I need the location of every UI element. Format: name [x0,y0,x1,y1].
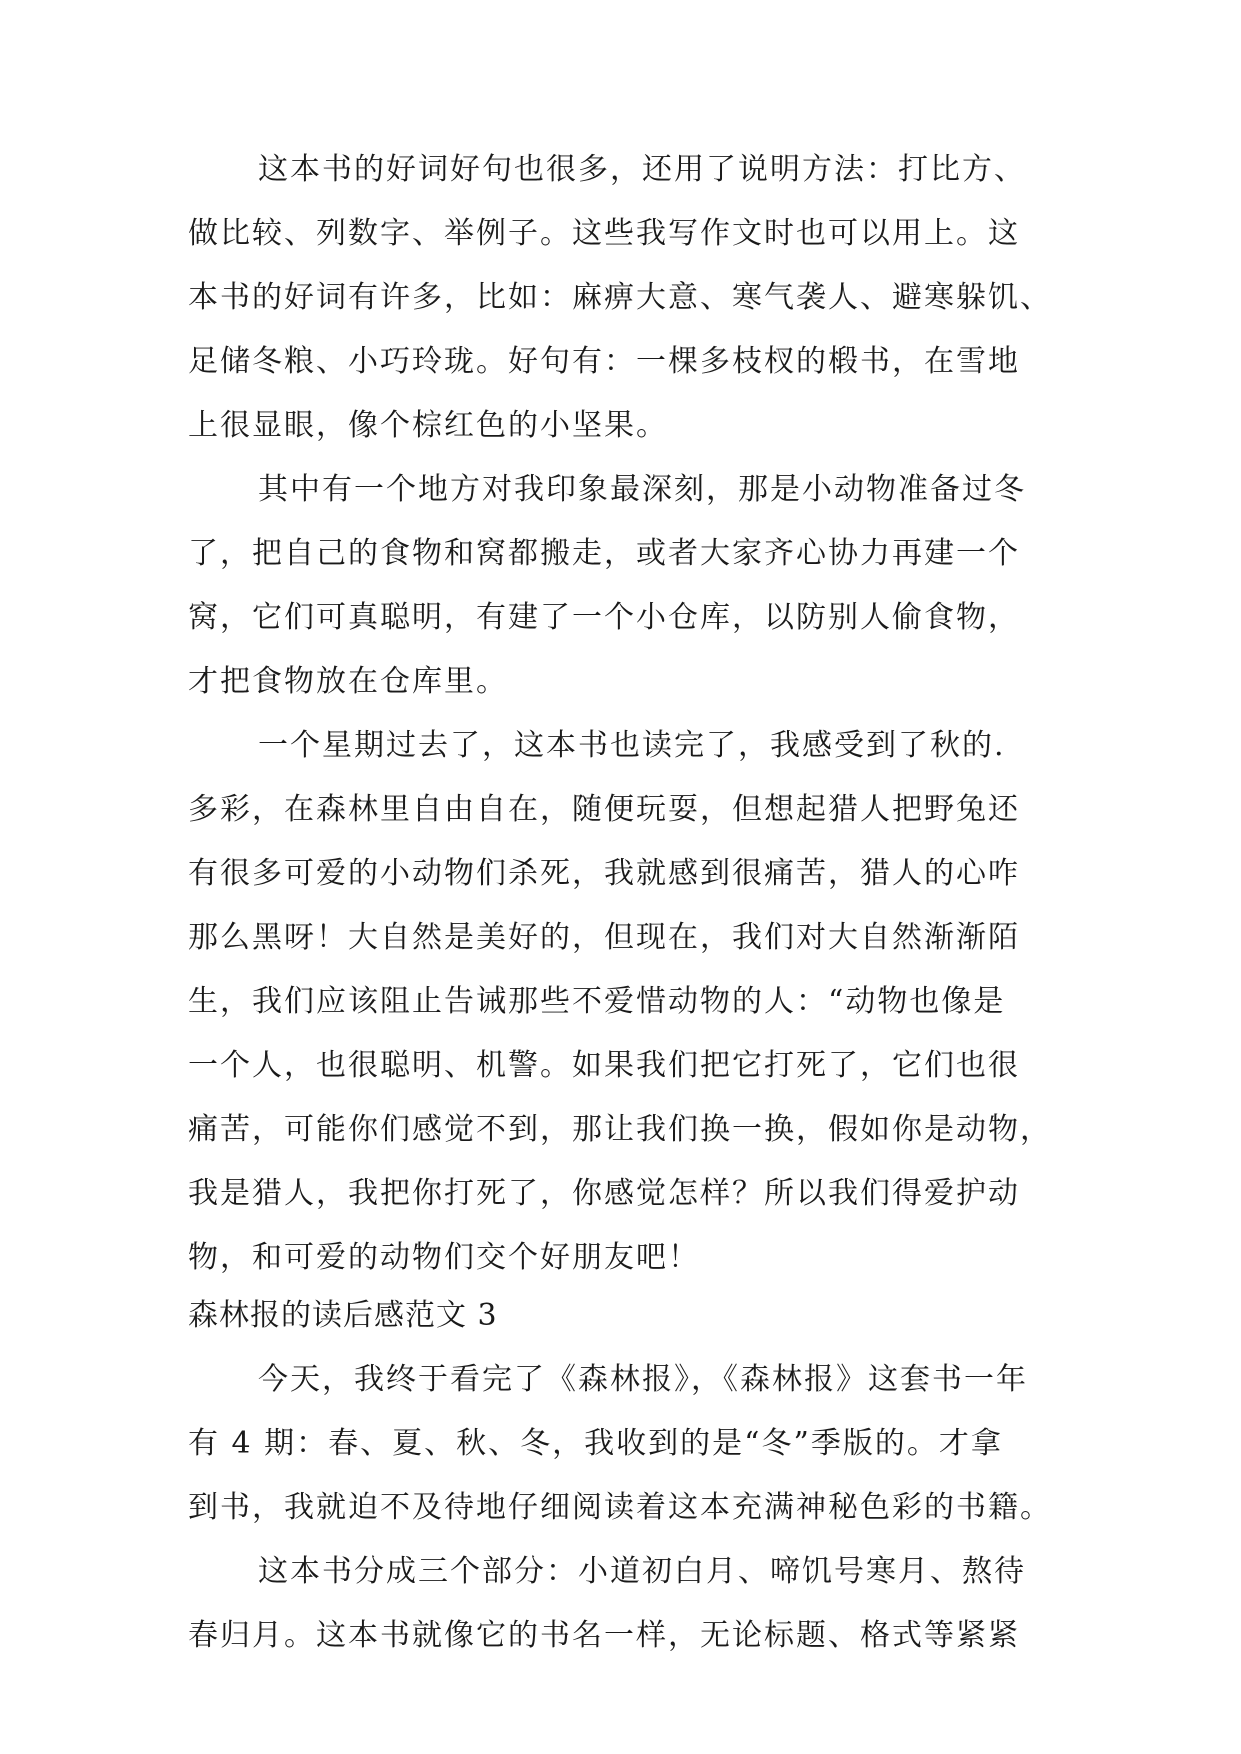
paragraph-line: 一个星期过去了，这本书也读完了，我感受到了秋的. [258,728,1006,763]
paragraph-line: 这本书分成三个部分：小道初白月、啼饥号寒月、熬待 [258,1554,1026,1589]
paragraph-line: 足储冬粮、小巧玲珑。好句有：一棵多枝杈的椴书，在雪地 [188,344,1020,379]
paragraph-line: 到书，我就迫不及待地仔细阅读着这本充满神秘色彩的书籍。 [188,1490,1052,1525]
paragraph-line: 今天，我终于看完了《森林报》，《森林报》这套书一年 [258,1362,1028,1397]
paragraph-line: 才把食物放在仓库里。 [188,664,508,699]
paragraph-line: 物，和可爱的动物们交个好朋友吧！ [188,1240,700,1275]
section-heading: 森林报的读后感范文 3 [188,1298,498,1333]
paragraph-line: 本书的好词有许多，比如：麻痹大意、寒气袭人、避寒躲饥、 [188,280,1052,315]
paragraph-line: 这本书的好词好句也很多，还用了说明方法：打比方、 [258,152,1026,187]
paragraph-line: 有 4 期：春、夏、秋、冬，我收到的是“冬”季版的。才拿 [188,1426,1003,1461]
paragraph-line: 多彩，在森林里自由自在，随便玩耍，但想起猎人把野兔还 [188,792,1020,827]
paragraph-line: 做比较、列数字、举例子。这些我写作文时也可以用上。这 [188,216,1020,251]
paragraph-line: 有很多可爱的小动物们杀死，我就感到很痛苦，猎人的心咋 [188,856,1020,891]
paragraph-line: 春归月。这本书就像它的书名一样，无论标题、格式等紧紧 [188,1618,1020,1653]
paragraph-line: 上很显眼，像个棕红色的小坚果。 [188,408,668,443]
paragraph-line: 了，把自己的食物和窝都搬走，或者大家齐心协力再建一个 [188,536,1020,571]
paragraph-line: 我是猎人，我把你打死了，你感觉怎样？所以我们得爱护动 [188,1176,1020,1211]
paragraph-line: 那么黑呀！大自然是美好的，但现在，我们对大自然渐渐陌 [188,920,1020,955]
paragraph-line: 一个人，也很聪明、机警。如果我们把它打死了，它们也很 [188,1048,1020,1083]
paragraph-line: 痛苦，可能你们感觉不到，那让我们换一换，假如你是动物， [188,1112,1052,1147]
paragraph-line: 其中有一个地方对我印象最深刻，那是小动物准备过冬 [258,472,1026,507]
paragraph-line: 生，我们应该阻止告诫那些不爱惜动物的人：“动物也像是 [188,984,1006,1019]
paragraph-line: 窝，它们可真聪明，有建了一个小仓库，以防别人偷食物， [188,600,1020,635]
